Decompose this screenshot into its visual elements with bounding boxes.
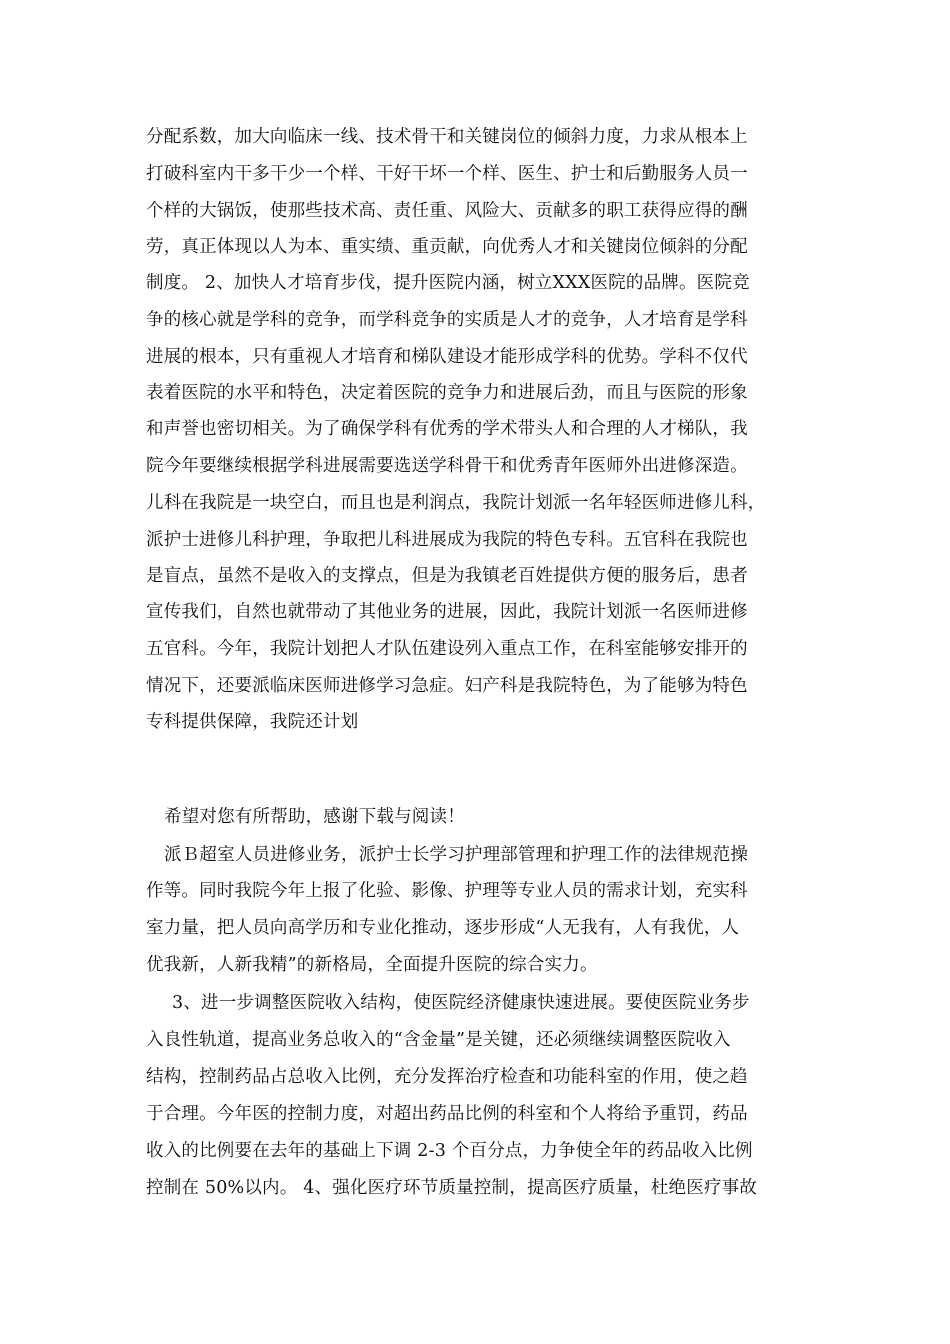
text-line: 表着医院的水平和特色，决定着医院的竞争力和进展后劲，而且与医院的形象 xyxy=(146,383,748,403)
text-line: 入良性轨道，提高业务总收入的“含金量”是关键，还必须继续调整医院收入 xyxy=(146,1030,731,1050)
text-line: 院今年要继续根据学科进展需要选送学科骨干和优秀青年医师外出进修深造。 xyxy=(146,456,748,476)
text-line: 儿科在我院是一块空白，而且也是利润点，我院计划派一名年轻医师进修儿科， xyxy=(146,493,766,513)
text-line: 打破科室内干多干少一个样、干好干坏一个样、医生、护士和后勤服务人员一 xyxy=(146,164,748,184)
text-line: 专科提供保障，我院还计划 xyxy=(146,712,359,732)
text-line: 个样的大锅饭，使那些技术高、责任重、风险大、贡献多的职工获得应得的酬 xyxy=(146,201,748,221)
text-line: 优我新，人新我精”的新格局，全面提升医院的综合实力。 xyxy=(146,955,598,975)
text-line: 控制在 50%以内。 4、强化医疗环节质量控制，提高医疗质量，杜绝医疗事故 xyxy=(146,1178,758,1198)
text-line: 室力量，把人员向高学历和专业化推动，逐步形成“人无我有，人有我优，人 xyxy=(146,918,740,938)
thanks-note: 希望对您有所帮助，感谢下载与阅读！ xyxy=(164,807,465,827)
text-line: 3、进一步调整医院收入结构，使医院经济健康快速进展。要使医院业务步 xyxy=(172,993,750,1013)
text-line: 情况下，还要派临床医师进修学习急症。妇产科是我院特色，为了能够为特色 xyxy=(146,676,748,696)
text-line: 作等。同时我院今年上报了化验、影像、护理等专业人员的需求计划，充实科 xyxy=(146,881,748,901)
text-line: 收入的比例要在去年的基础上下调 2-3 个百分点，力争使全年的药品收入比例 xyxy=(146,1141,753,1161)
text-line: 和声誉也密切相关。为了确保学科有优秀的学术带头人和合理的人才梯队，我 xyxy=(146,419,748,439)
text-line: 制度。 2、加快人才培育步伐，提升医院内涵，树立XXX医院的品牌。医院竞 xyxy=(146,273,750,293)
text-line: 于合理。今年医的控制力度，对超出药品比例的科室和个人将给予重罚，药品 xyxy=(146,1104,748,1124)
text-line: 五官科。今年，我院计划把人才队伍建设列入重点工作，在科室能够安排开的 xyxy=(146,639,748,659)
text-line: 宣传我们，自然也就带动了其他业务的进展，因此，我院计划派一名医师进修 xyxy=(146,602,748,622)
text-line: 结构，控制药品占总收入比例，充分发挥治疗检查和功能科室的作用，使之趋 xyxy=(146,1067,748,1087)
text-line: 分配系数，加大向临床一线、技术骨干和关键岗位的倾斜力度，力求从根本上 xyxy=(146,127,748,147)
text-line: 争的核心就是学科的竞争，而学科竞争的实质是人才的竞争，人才培育是学科 xyxy=(146,310,748,330)
text-line: 是盲点，虽然不是收入的支撑点，但是为我镇老百姓提供方便的服务后，患者 xyxy=(146,566,748,586)
text-line: 劳，真正体现以人为本、重实绩、重贡献，向优秀人才和关键岗位倾斜的分配 xyxy=(146,237,748,257)
text-line: 派Ｂ超室人员进修业务，派护士长学习护理部管理和护理工作的法律规范操 xyxy=(164,845,749,865)
text-line: 派护士进修儿科护理，争取把儿科进展成为我院的特色专科。五官科在我院也 xyxy=(146,530,748,550)
text-line: 进展的根本，只有重视人才培育和梯队建设才能形成学科的优势。学科不仅代 xyxy=(146,347,748,367)
